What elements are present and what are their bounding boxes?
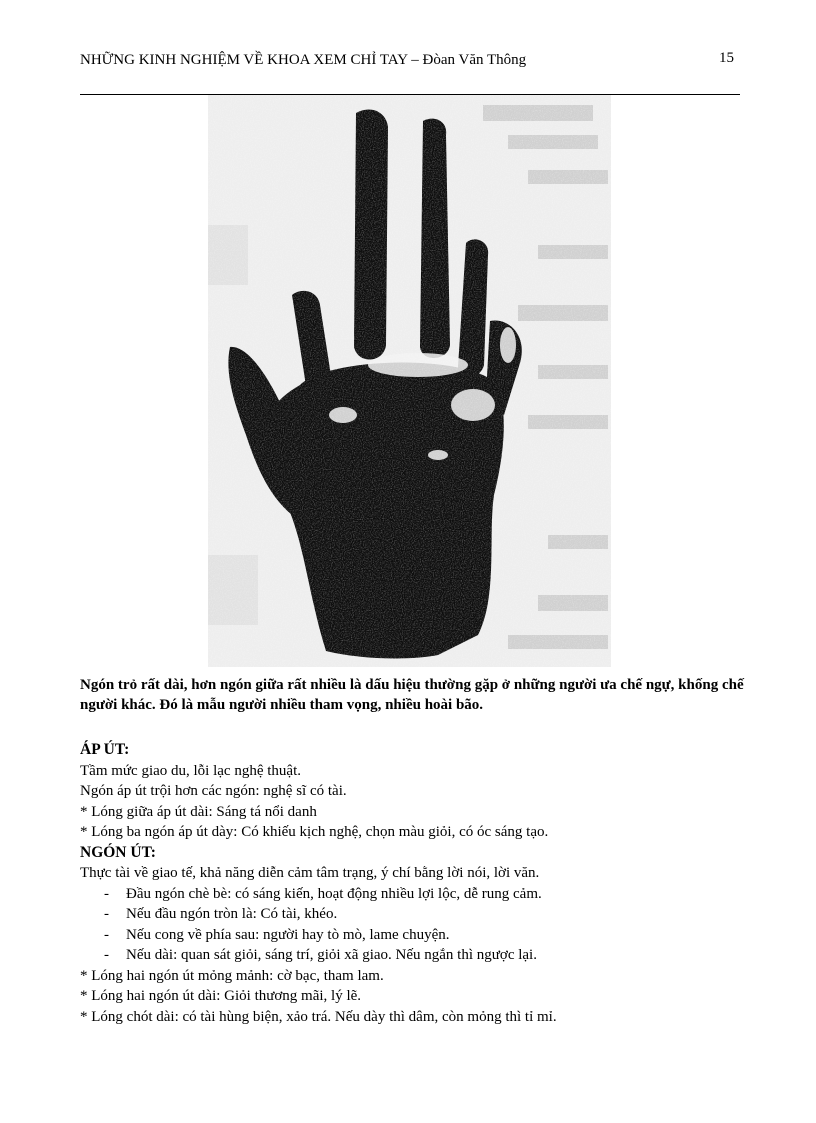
paragraph-line: * Lóng giữa áp út dài: Sáng tá nổi danh — [80, 803, 317, 820]
bullet-dash: - — [104, 947, 109, 963]
list-item-text: Nếu dài: quan sát giỏi, sáng trí, giỏi xã giao. Nếu ngắn thì ngược lại. — [126, 947, 537, 963]
section-heading-ring-finger: ÁP ÚT: — [80, 741, 130, 758]
paragraph-line: * Lóng hai ngón út dài: Giỏi thương mãi, lý lẽ. — [80, 988, 362, 1004]
page-number: 15 — [719, 50, 734, 66]
section-heading-little-finger: NGÓN ÚT: — [80, 843, 156, 861]
paragraph-line: * Lóng hai ngón út mỏng mảnh: cờ bạc, tham lam. — [80, 967, 384, 984]
bullet-dash: - — [104, 885, 109, 902]
paragraph-line: * Lóng chót dài: có tài hùng biện, xảo trá. Nếu dày thì dâm, còn mỏng thì tỉ mỉ. — [80, 1008, 557, 1025]
list-item-text: Nếu cong về phía sau: người hay tò mò, lame chuyện. — [126, 926, 450, 943]
bullet-dash: - — [104, 906, 109, 922]
list-item-text: Đầu ngón chè bè: có sáng kiến, hoạt động nhiều lợi lộc, dễ rung cảm. — [126, 885, 542, 902]
body-text — [80, 740, 760, 1027]
hand-print-image — [208, 95, 611, 667]
paragraph-line: Thực tài về giao tế, khả năng diễn cảm tâm trạng, ý chí bằng lời nói, lời văn. — [80, 865, 540, 881]
paragraph-line: Tầm mức giao du, lỗi lạc nghệ thuật. — [80, 762, 301, 779]
list-item — [80, 884, 760, 905]
bullet-dash: - — [104, 926, 109, 943]
list-item — [80, 925, 760, 946]
running-title: NHỮNG KINH NGHIỆM VỀ KHOA XEM CHỈ TAY – Đòan Văn Thông — [80, 52, 527, 68]
list-item-text: Nếu đầu ngón tròn là: Có tài, khéo. — [126, 906, 338, 922]
list-item — [80, 945, 760, 966]
paragraph-line: * Lóng ba ngón áp út dày: Có khiếu kịch nghệ, chọn màu giỏi, có óc sáng tạo. — [80, 824, 549, 840]
page-header — [80, 52, 740, 76]
bullet-list — [80, 884, 760, 966]
figure-caption: Ngón trỏ rất dài, hơn ngón giữa rất nhiều là dấu hiệu thường gặp ở những người ưa chế ngự, khống chế người khác. Đó là mẫu người nhiều tham vọng, nhiều hoài bão. — [80, 677, 744, 713]
list-item — [80, 904, 760, 925]
paragraph-line: Ngón áp út trội hơn các ngón: nghệ sĩ có tài. — [80, 783, 347, 799]
